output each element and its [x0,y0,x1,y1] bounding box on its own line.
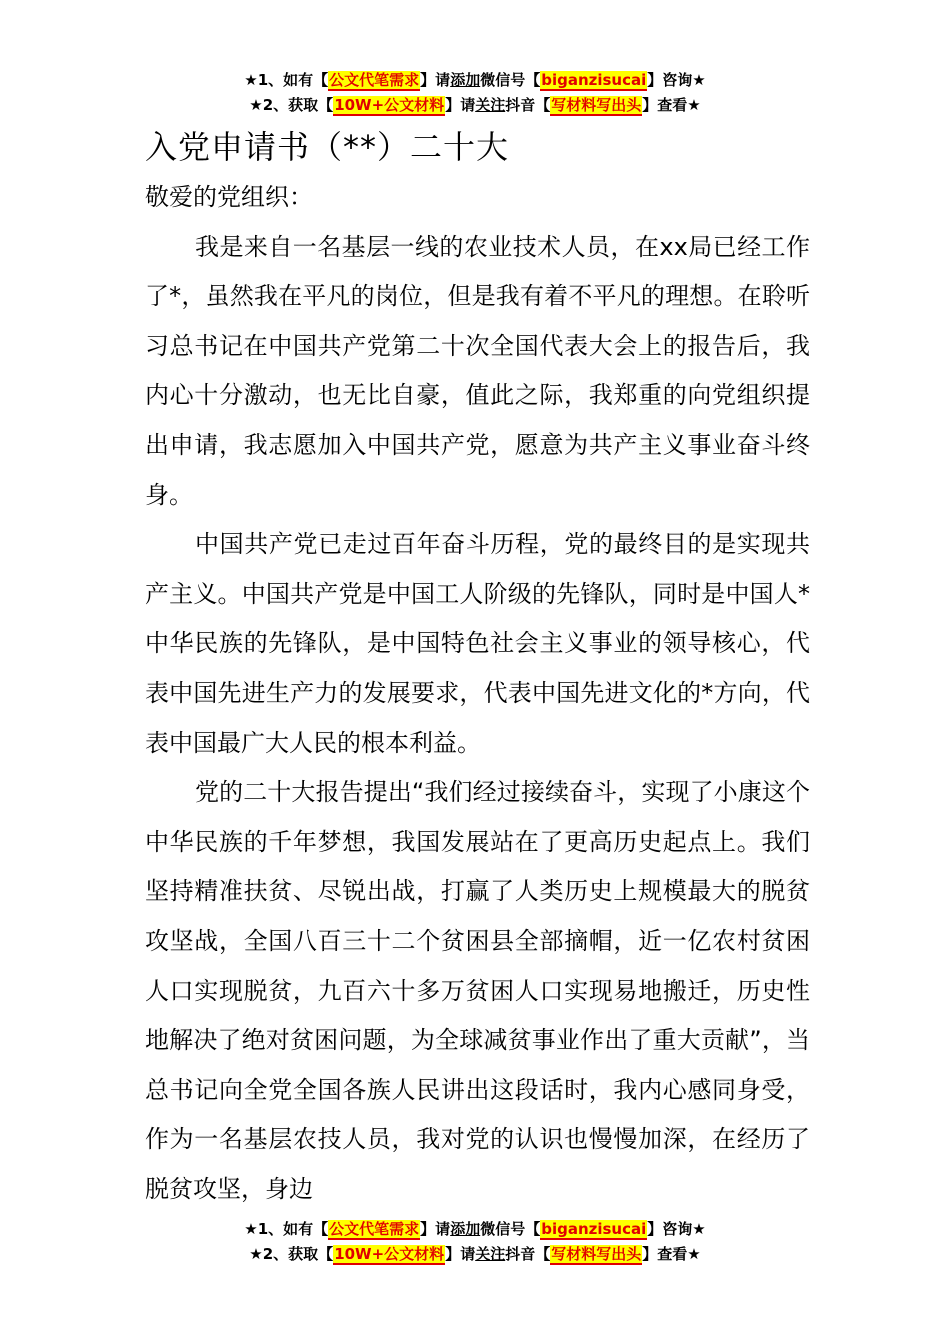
paragraph-1: 我是来自一名基层一线的农业技术人员，在xx局已经工作了*，虽然我在平凡的岗位，但是我有着不平凡的理想。在聆听习总书记在中国共产党第二十次全国代表大会上的报告后，我内心十分激动，也无比自豪，值此之际，我郑重的向党组织提出申请，我志愿加入中国共产党，愿意为共产主义事业奋斗终身。 [145,232,810,509]
paragraph-2: 中国共产党已走过百年奋斗历程，党的最终目的是实现共产主义。中国共产党是中国工人阶级的先锋队，同时是中国人*中华民族的先锋队，是中国特色社会主义事业的领导核心，代表中国先进生产力的发展要求，代表中国先进文化的*方向，代表中国最广大人民的根本利益。 [145,530,810,757]
banner-text: ★2、获取【 [249,1245,334,1263]
banner-text: 抖音【 [505,96,551,114]
banner-text: 】请 [420,71,451,89]
banner-highlight: 10W+公文材料 [334,96,445,114]
banner-text: ★1、如有【 [244,71,329,89]
banner-line-1 [0,68,950,93]
banner-text: 】请 [445,1245,476,1263]
banner-text: 微信号【 [480,1220,541,1238]
banner-line-2 [0,1242,950,1267]
banner-text: 】请 [445,96,476,114]
salutation: 敬爱的党组织： [145,183,313,211]
banner-text: 】请 [420,1220,451,1238]
banner-text: 】咨询★ [647,71,706,89]
banner-highlight: 10W+公文材料 [334,1245,445,1263]
banner-underlined: 添加 [450,71,481,89]
banner-text: 微信号【 [480,71,541,89]
footer-banner [0,1217,950,1267]
banner-text: ★1、如有【 [244,1220,329,1238]
banner-text: ★2、获取【 [249,96,334,114]
document-title: 入党申请书（**）二十大 [145,128,510,166]
banner-highlight: biganzisucai [541,1220,647,1238]
banner-highlight: 写材料写出头 [551,96,642,114]
document-body [145,173,810,1214]
banner-highlight: 写材料写出头 [551,1245,642,1263]
banner-underlined: 关注 [475,96,506,114]
banner-underlined: 添加 [450,1220,481,1238]
paragraph-3: 党的二十大报告提出“我们经过接续奋斗，实现了小康这个中华民族的千年梦想，我国发展站在了更高历史起点上。我们坚持精准扶贫、尽锐出战，打赢了人类历史上规模最大的脱贫攻坚战，全国八百三十二个贫困县全部摘帽，近一亿农村贫困人口实现脱贫，九百六十多万贫困人口实现易地搬迁，历史性地解决了绝对贫困问题，为全球减贫事业作出了重大贡献”，当总书记向全党全国各族人民讲出这段话时，我内心感同身受，作为一名基层农技人员，我对党的认识也慢慢加深，在经历了脱贫攻坚，身边 [145,778,810,1203]
banner-highlight: biganzisucai [541,71,647,89]
banner-line-2 [0,93,950,118]
banner-text: 】查看★ [642,1245,701,1263]
banner-line-1 [0,1217,950,1242]
banner-highlight: 公文代笔需求 [329,1220,420,1238]
header-banner [0,68,950,118]
banner-text: 抖音【 [505,1245,551,1263]
banner-underlined: 关注 [475,1245,506,1263]
banner-text: 】查看★ [642,96,701,114]
banner-text: 】咨询★ [647,1220,706,1238]
banner-highlight: 公文代笔需求 [329,71,420,89]
